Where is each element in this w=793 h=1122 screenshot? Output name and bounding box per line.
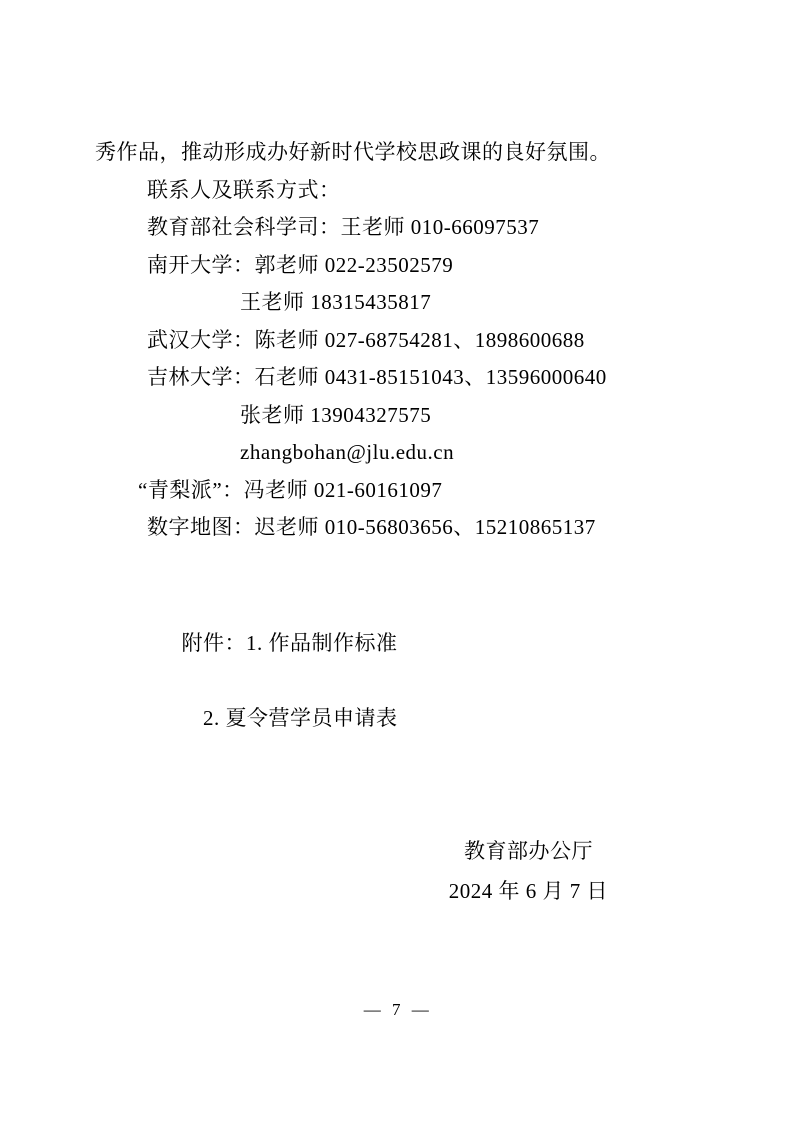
contact-line-wuhan-university: 武汉大学：陈老师 027-68754281、1898600688 xyxy=(147,327,585,352)
page-number: — 7 — xyxy=(363,1000,430,1019)
attachments-line xyxy=(0,588,793,701)
attachment-item-1: 1. 作品制作标准 xyxy=(246,631,398,655)
attachment-item-2: 2. 夏令营学员申请表 xyxy=(203,706,398,730)
contact-email: zhangbohan@jlu.edu.cn xyxy=(240,440,455,464)
contact-line-moe-social-science: 教育部社会科学司：王老师 010-66097537 xyxy=(147,215,540,239)
document-body xyxy=(0,134,793,911)
contact-line-digital-map: 数字地图：迟老师 010-56803656、15210865137 xyxy=(147,515,596,539)
page-number-footer xyxy=(0,991,793,1029)
signature-issuer: 教育部办公厅 xyxy=(464,838,593,863)
blank-spacer xyxy=(0,738,793,833)
attachments-label: 附件： xyxy=(181,631,246,655)
blank-spacer xyxy=(0,547,793,588)
contact-line-qinglipai: “青梨派”：冯老师 021-60161097 xyxy=(138,477,443,502)
paragraph-continuation: 秀作品，推动形成办好新时代学校思政课的良好氛围。 xyxy=(95,140,611,164)
contact-line-jilin-second-contact: 张老师 13904327575 xyxy=(240,402,432,427)
signature-date: 2024 年 6 月 7 日 xyxy=(448,879,608,903)
contact-line-jilin-university: 吉林大学：石老师 0431-85151043、13596000640 xyxy=(147,365,607,389)
contact-section-heading: 联系人及联系方式： xyxy=(147,177,341,202)
contact-line-nankai-second-contact: 王老师 18315435817 xyxy=(240,290,432,314)
contact-line-nankai-university: 南开大学：郭老师 022-23502579 xyxy=(147,252,454,277)
